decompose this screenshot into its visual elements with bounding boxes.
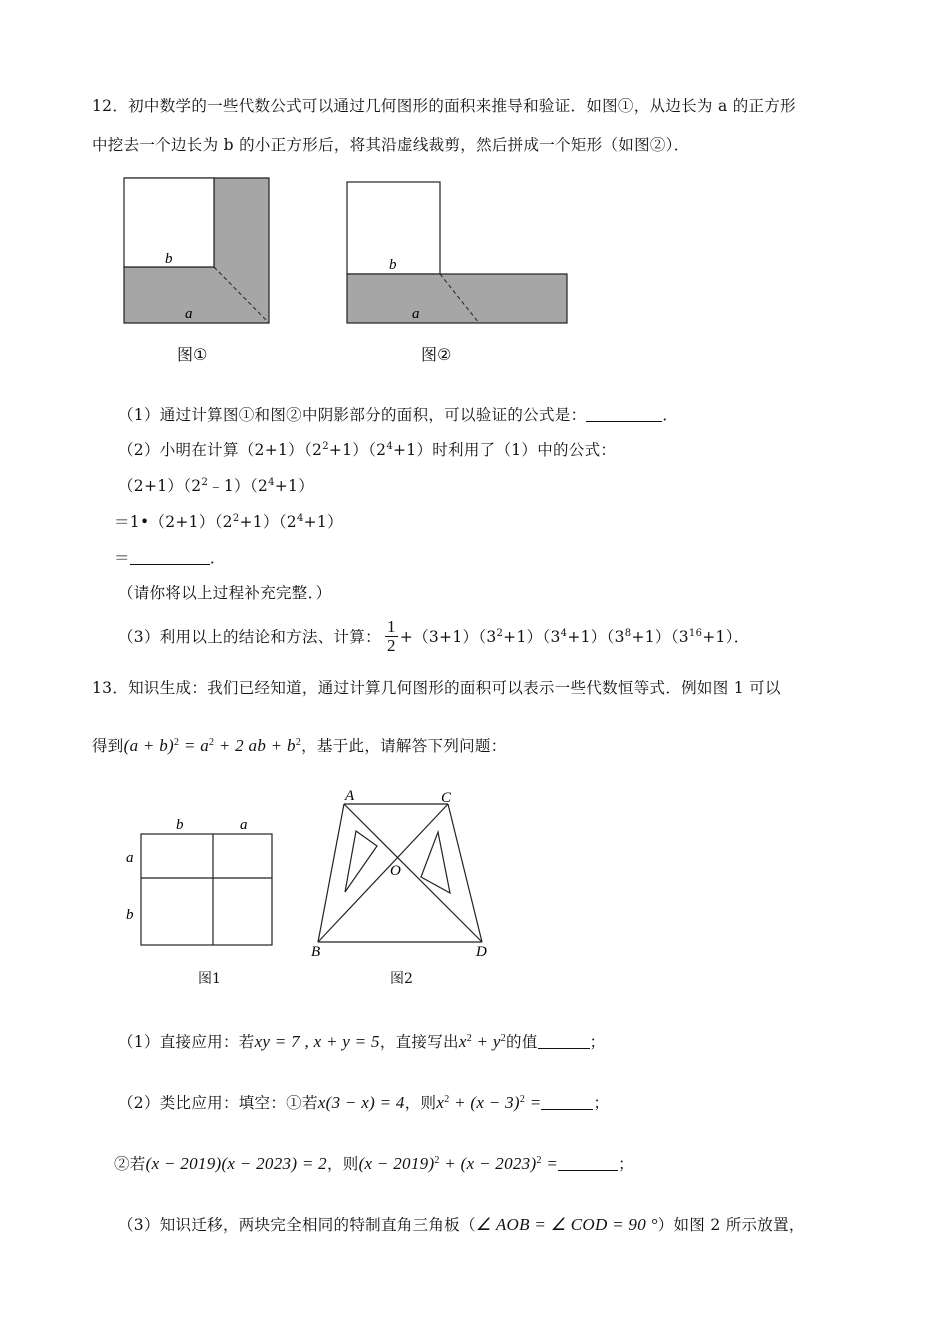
q13-part2b-end: ； [618,1155,634,1173]
q12-step1-exp: 4 [268,477,275,488]
q12-part2-text: +1）（2 [328,441,387,459]
q12-part3-text: +（3+1）（3 [399,628,497,646]
q12-part2 [118,438,616,460]
q12-part3-text: +1）（3 [503,628,561,646]
q12-part3-fraction [385,618,398,655]
q12-step3-blank[interactable] [130,550,210,565]
q13-part2b [114,1152,634,1174]
q12-part3-text: +1）． [702,628,750,646]
q13-part3-text: （3）知识迁移，两块完全相同的特制直角三角板（ [118,1216,476,1234]
q13-part2b-text: ②若 [114,1155,146,1173]
q13-part2b-text: ，则 [326,1155,359,1173]
q12-part3-exp: 2 [496,628,504,639]
q13-fig2-edge-CD [448,804,482,942]
q12-part3-exp: 4 [560,628,568,639]
q12-step2-exp: 2 [232,513,240,524]
q13-part2a-text: （2）类比应用：填空：①若 [118,1094,318,1112]
q12-figure-2 [341,176,573,330]
q12-fig2-label-b: b [389,257,397,273]
q12-part1-blank[interactable] [586,407,662,422]
q13-figure-1 [120,812,280,952]
q12-step3-end: ． [209,549,226,567]
q13-part2b-expression: $(x - 2019)^2 + (x - 2023)^2$ = [358,1154,559,1173]
q12-fig1-caption: 图① [177,345,208,364]
q12-part3-text: （3）利用以上的结论和方法、计算： [118,628,381,646]
q13-part1-end: ； [589,1033,606,1051]
q13-fig2-left-hole [345,831,377,892]
q13-fig2-diagonal-CB [318,804,448,942]
q13-fig1-outer-square [141,834,272,945]
q13-fig2-label-C: C [441,790,452,806]
q12-figure-1 [118,172,278,332]
q12-part2-text: （2）小明在计算（2+1）（2 [118,441,323,459]
q12-step3 [114,546,226,568]
q13-fig2-edge-AB [318,804,344,942]
q12-part2-text: +1）时利用了（1）中的公式： [393,441,617,459]
q12-step1-text: ﹣1）（2 [208,477,269,495]
q13-fig2-right-hole [421,832,450,893]
q13-formula: $(a + b)^2 = a^2 + 2$ ab + $b^2$ [123,736,302,755]
q13-fig1-caption: 图1 [198,971,221,987]
q12-part2-exp: 4 [386,441,393,452]
q13-fig1-label-left-a: a [126,850,134,866]
q12-part2-exp: 2 [322,441,329,452]
q12-part3-text: +1）（3 [631,628,689,646]
q12-part3-text: +1）（3 [567,628,625,646]
q13-part3-angle: ∠ AOB = ∠ COD = 90 ° [475,1215,658,1234]
q12-step3-text: ＝ [114,549,130,567]
q12-note: （请你将以上过程补充完整．） [118,584,332,602]
q12-stem-line1: 12．初中数学的一些代数公式可以通过几何图形的面积来推导和验证．如图①，从边长为 a 的正方形 [92,97,796,115]
q13-figure-2 [300,782,500,962]
q13-part1-text: 的值 [506,1033,538,1051]
q13-part2a-condition: x(3 − x) = 4 [317,1093,405,1112]
q12-part3 [118,616,750,656]
q13-part1-expression: $x^2 + y^2$ [458,1032,507,1051]
q13-fig2-label-B: B [311,944,321,960]
q13-fig2-diagonal-AD [344,804,482,942]
q13-part1-text: ，直接写出 [379,1033,459,1051]
q13-part2a-expression: $x^2 + (x - 3)^2$ = [436,1093,542,1112]
q12-fraction-numerator: 1 [386,616,396,636]
q13-fig1-label-top-b: b [176,817,184,833]
q12-fig2-caption: 图② [421,345,452,364]
q12-step2-text: +1）（2 [239,513,297,531]
q13-part1-blank[interactable] [538,1034,590,1049]
q13-fig2-label-A: A [345,788,355,804]
q13-part3-text: ）如图 2 所示放置， [657,1216,805,1234]
q12-fraction-denominator: 2 [386,635,396,655]
q13-stem-line1: 13．知识生成：我们已经知道，通过计算几何图形的面积可以表示一些代数恒等式．例如图 1 可以 [92,679,781,697]
q12-step1 [118,474,314,496]
q12-part1 [118,403,678,425]
q12-fig1-label-a: a [185,306,193,322]
q13-part1 [118,1030,605,1052]
q12-step1-exp: 2 [201,477,209,488]
q12-step1-text: +1） [274,477,315,495]
q13-part2a-blank[interactable] [541,1095,593,1110]
q12-fig1-label-b: b [165,251,173,267]
q13-fig1-label-left-b: b [126,907,134,923]
q12-step1-text: （2+1）（2 [118,477,202,495]
q13-part2a-text: ，则 [404,1094,437,1112]
q12-step2-exp: 4 [296,513,304,524]
q13-fig2-label-D: D [476,944,487,960]
q13-part1-condition: xy = 7 , x + y = 5 [254,1032,380,1051]
q12-part1-end: ． [662,406,679,424]
q13-stem-text: 得到 [92,737,124,755]
q12-part1-text: （1）通过计算图①和图②中阴影部分的面积，可以验证的公式是： [118,406,587,424]
q12-step2-text: ＝1•（2+1）（2 [114,513,233,531]
q12-step2-text: +1） [303,513,343,531]
q13-fig1-label-top-a: a [240,817,248,833]
q12-step2 [114,510,343,532]
q12-part3-exp: 8 [624,628,632,639]
q13-part2a-end: ； [593,1094,610,1112]
q13-stem-text: ，基于此，请解答下列问题： [301,737,507,755]
q13-fig2-caption: 图2 [390,971,413,987]
q12-part3-exp: 16 [688,628,703,639]
q12-stem-line2: 中挖去一个边长为 b 的小正方形后，将其沿虚线裁剪，然后拼成一个矩形（如图②）． [92,136,690,154]
q13-fig2-label-O: O [390,863,401,879]
q13-part3 [118,1213,805,1235]
q13-stem-line2 [92,734,507,756]
q13-part2a [118,1091,609,1113]
q13-part1-text: （1）直接应用：若 [118,1033,255,1051]
q13-part2b-condition: (x − 2019)(x − 2023) = 2 [145,1154,327,1173]
q12-fig2-shaded-rect [347,274,567,323]
q13-part2b-blank[interactable] [558,1156,618,1171]
q12-fig2-label-a: a [412,306,420,322]
